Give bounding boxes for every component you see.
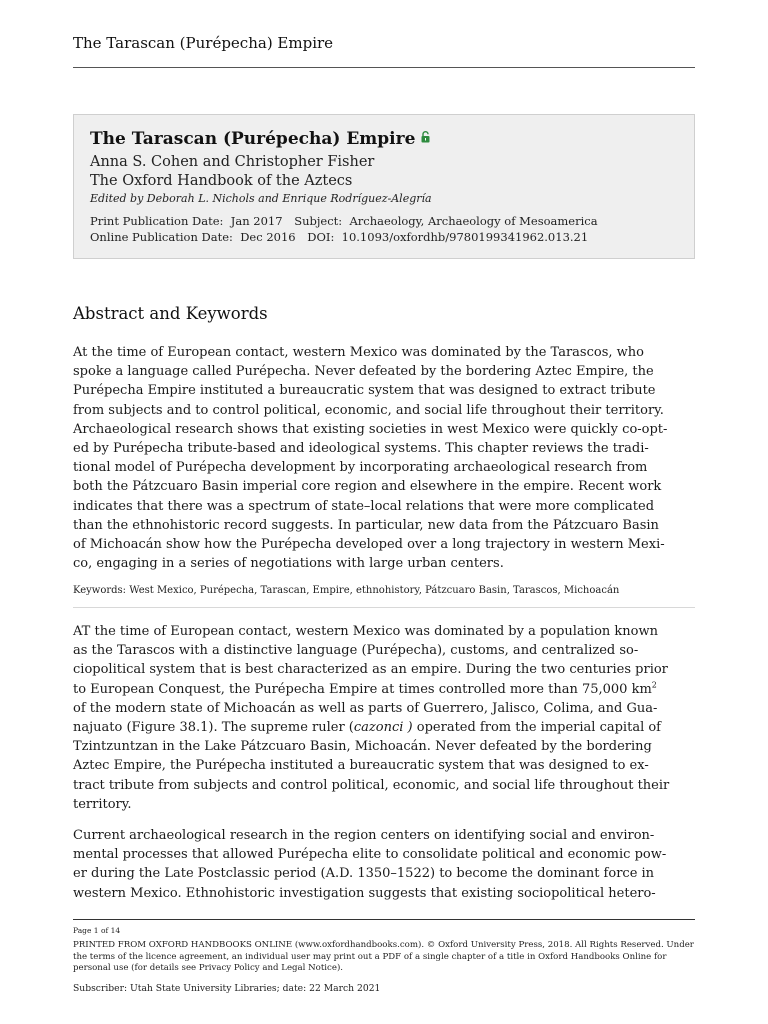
abstract-heading: Abstract and Keywords bbox=[73, 304, 268, 323]
keywords-line bbox=[73, 584, 695, 598]
chapter-metadata-box bbox=[73, 114, 695, 259]
abstract-line: from subjects and to control political, economic, and social life throughout their territory. bbox=[73, 402, 664, 418]
abstract-line: both the Pátzcuaro Basin imperial core region and elsewhere in the empire. Recent work bbox=[73, 479, 662, 495]
body-line: tract tribute from subjects and control political, economic, and social life throughout their bbox=[73, 777, 670, 793]
abstract-line: spoke a language called Purépecha. Never defeated by the bordering Aztec Empire, the bbox=[73, 364, 654, 380]
page-number: Page 1 of 14 bbox=[73, 926, 121, 935]
body-line-text: najuato (Figure 38.1). The supreme ruler ( bbox=[73, 720, 354, 736]
doi-label: DOI: bbox=[307, 230, 335, 244]
abstract-line: Archaeological research shows that existing societies in west Mexico were quickly co-opt- bbox=[73, 421, 668, 437]
footer-divider bbox=[73, 919, 695, 920]
chapter-title-text: The Tarascan (Purépecha) Empire bbox=[90, 129, 416, 149]
print-publication-row bbox=[90, 213, 678, 229]
body-line: er during the Late Postclassic period (A.D. 1350–1522) to become the dominant force in bbox=[73, 866, 655, 882]
print-date-label: Print Publication Date: bbox=[90, 214, 224, 228]
body-line: mental processes that allowed Purépecha elite to consolidate political and economic pow- bbox=[73, 847, 667, 863]
body-line: AT the time of European contact, western Mexico was dominated by a population known bbox=[73, 624, 658, 639]
subject-label: Subject: bbox=[294, 214, 343, 228]
body-line: as the Tarascos with a distinctive language (Purépecha), customs, and centralized so- bbox=[73, 643, 639, 659]
open-access-lock-icon bbox=[421, 127, 430, 149]
book-title: The Oxford Handbook of the Aztecs bbox=[90, 173, 353, 189]
body-line bbox=[73, 718, 695, 737]
doi-value: 10.1093/oxfordhb/9780199341962.013.21 bbox=[341, 230, 589, 244]
body-line: Current archaeological research in the region centers on identifying social and environ- bbox=[73, 828, 655, 843]
keywords-label: Keywords: bbox=[73, 585, 127, 596]
running-head: The Tarascan (Purépecha) Empire bbox=[73, 34, 334, 52]
abstract-line: indicates that there was a spectrum of state–local relations that were more complicated bbox=[73, 498, 655, 514]
abstract-paragraph bbox=[73, 343, 695, 573]
keywords-list: West Mexico, Purépecha, Tarascan, Empire, ethnohistory, Pátzcuaro Basin, Tarascos, Michoacán bbox=[129, 585, 620, 596]
chapter-title bbox=[90, 127, 678, 150]
online-date: Dec 2016 bbox=[240, 230, 296, 244]
header-divider bbox=[73, 67, 695, 68]
body-paragraph-1 bbox=[73, 622, 695, 814]
online-publication-row bbox=[90, 229, 678, 245]
section-divider bbox=[73, 607, 695, 608]
publication-info bbox=[90, 213, 678, 245]
chapter-authors: Anna S. Cohen and Christopher Fisher bbox=[90, 154, 375, 170]
abstract-line: than the ethnohistoric record suggests. In particular, new data from the Pátzcuaro Basin bbox=[73, 517, 659, 533]
body-line-text: operated from the imperial capital of bbox=[412, 720, 661, 736]
copyright-notice: PRINTED FROM OXFORD HANDBOOKS ONLINE (www.oxfordhandbooks.com). © Oxford University Press, 2018. All Rights Reserved. Under the terms of the licence agreement, an individual user may print out a PDF of a single chapter of a title in Oxford Handbooks Online for personal use (for details see Privacy Policy and Legal Notice). bbox=[73, 940, 694, 973]
book-editors: Edited by Deborah L. Nichols and Enrique Rodríguez-Alegría bbox=[90, 192, 432, 205]
online-date-label: Online Publication Date: bbox=[90, 230, 233, 244]
body-line: Tzintzuntzan in the Lake Pátzcuaro Basin, Michoacán. Never defeated by the bordering bbox=[73, 739, 652, 755]
abstract-line: At the time of European contact, western Mexico was dominated by the Tarascos, who bbox=[73, 345, 644, 360]
subscriber-info: Subscriber: Utah State University Libraries; date: 22 March 2021 bbox=[73, 983, 381, 994]
italic-term: cazonci ) bbox=[353, 720, 413, 736]
body-line: territory. bbox=[73, 796, 132, 812]
body-line: of the modern state of Michoacán as well as parts of Guerrero, Jalisco, Colima, and Gua- bbox=[73, 700, 658, 716]
abstract-line: tional model of Purépecha development by incorporating archaeological research from bbox=[73, 460, 648, 476]
print-date: Jan 2017 bbox=[230, 214, 283, 228]
body-line-text: to European Conquest, the Purépecha Empire at times controlled more than 75,000 km bbox=[73, 681, 652, 697]
abstract-line: of Michoacán show how the Purépecha developed over a long trajectory in western Mexi- bbox=[73, 537, 665, 553]
body-line: ciopolitical system that is best characterized as an empire. During the two centuries prior bbox=[73, 662, 668, 678]
subject-value: Archaeology, Archaeology of Mesoamerica bbox=[349, 214, 598, 228]
body-line bbox=[73, 680, 695, 699]
abstract-line: Purépecha Empire instituted a bureaucratic system that was designed to extract tribute bbox=[73, 383, 656, 399]
body-line: western Mexico. Ethnohistoric investigation suggests that existing sociopolitical hetero- bbox=[73, 885, 656, 901]
superscript: 2 bbox=[651, 680, 657, 690]
abstract-line: co, engaging in a series of negotiations with large urban centers. bbox=[73, 556, 504, 572]
body-line: Aztec Empire, the Purépecha instituted a bureaucratic system that was designed to ex- bbox=[73, 758, 649, 774]
body-paragraph-2 bbox=[73, 826, 695, 903]
abstract-line: ed by Purépecha tribute-based and ideological systems. This chapter reviews the tradi- bbox=[73, 441, 649, 457]
